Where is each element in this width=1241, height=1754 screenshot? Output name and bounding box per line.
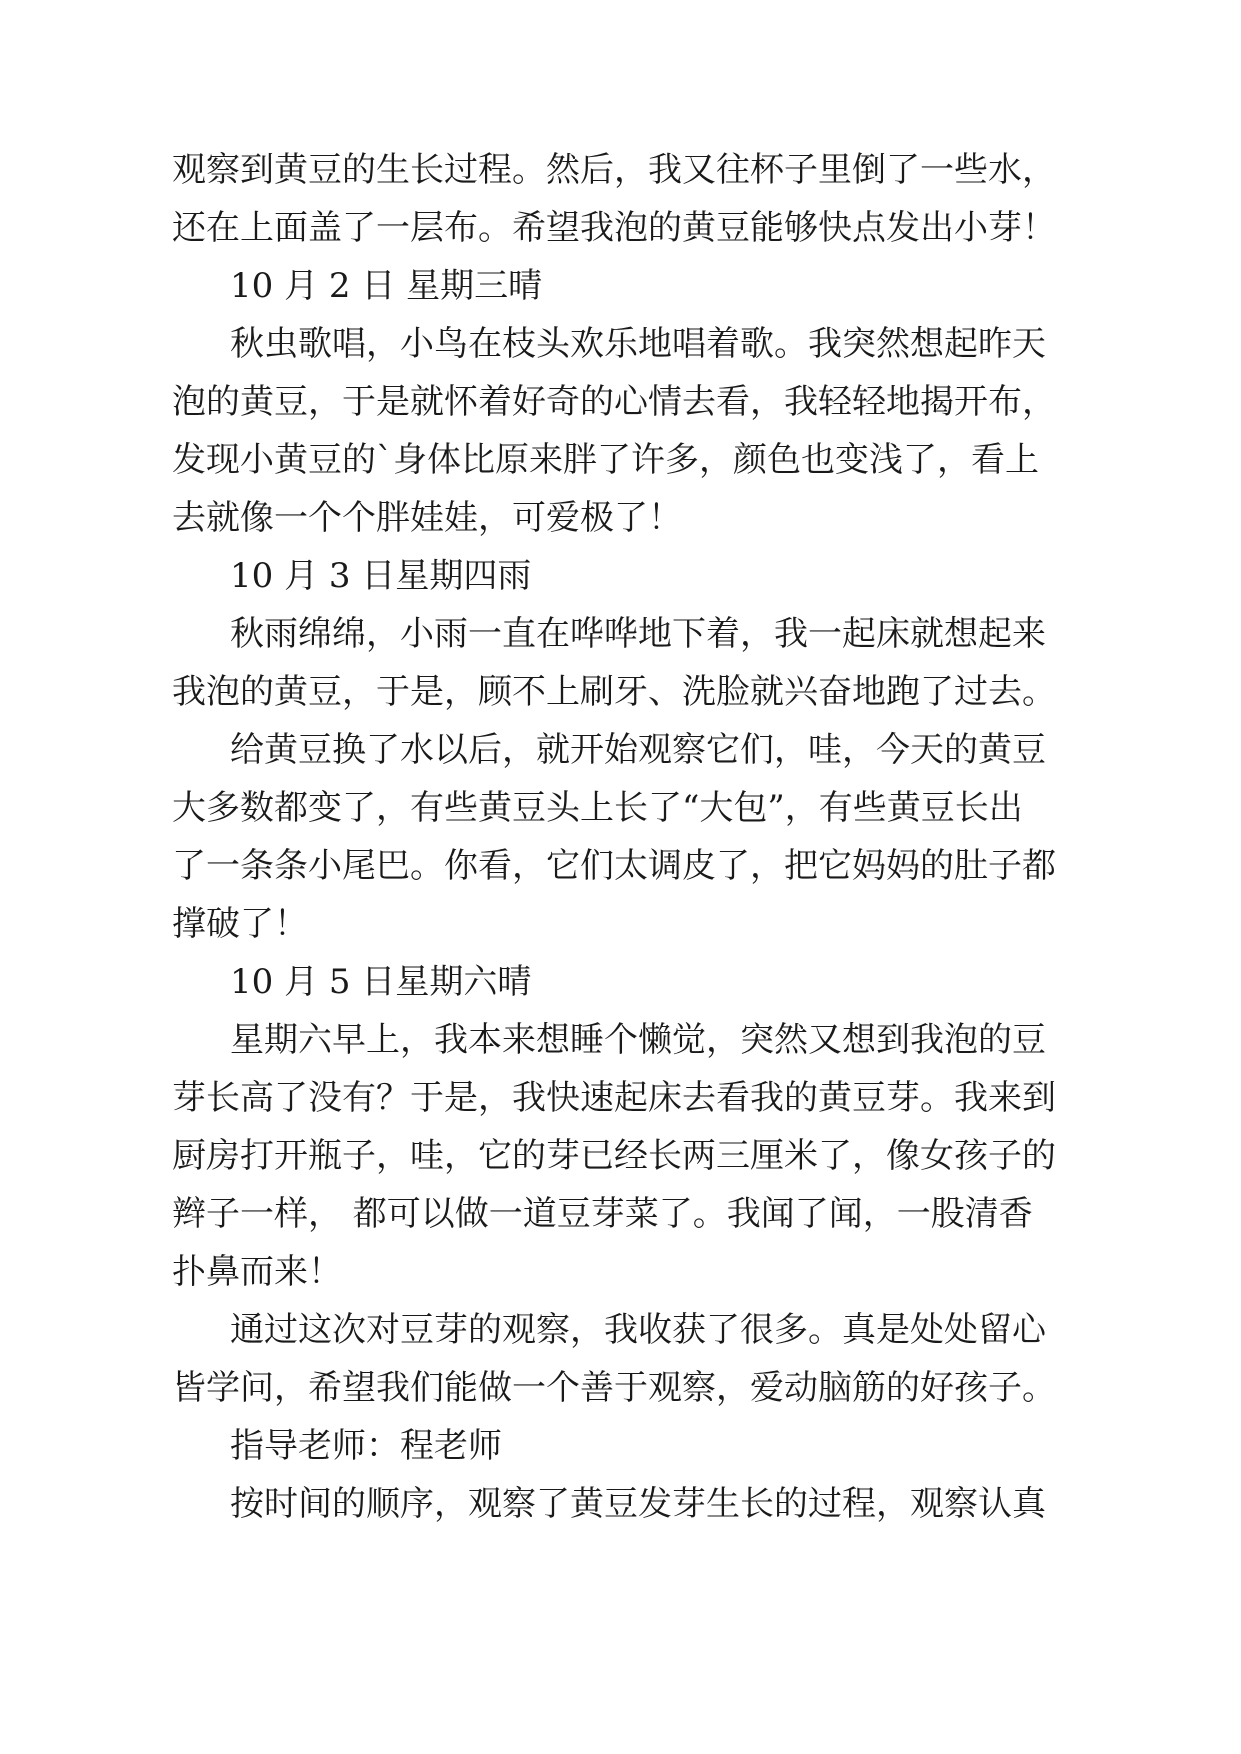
date-heading: 10 月 3 日星期四雨 [230,556,532,596]
text-line: 观察到黄豆的生长过程。然后，我又往杯子里倒了一些水， [172,150,1056,190]
text-line: 我泡的黄豆，于是，顾不上刷牙、洗脸就兴奋地跑了过去。 [172,672,1056,712]
text-line: 芽长高了没有？于是，我快速起床去看我的黄豆芽。我来到 [172,1078,1056,1118]
text-line: 按时间的顺序，观察了黄豆发芽生长的过程，观察认真 [230,1484,1046,1524]
date-heading: 10 月 5 日星期六晴 [230,962,532,1002]
text-line: 通过这次对豆芽的观察，我收获了很多。真是处处留心 [230,1310,1046,1350]
date-heading: 10 月 2 日 星期三晴 [230,266,543,306]
text-line: 了一条条小尾巴。你看，它们太调皮了，把它妈妈的肚子都 [172,846,1056,886]
text-line: 秋雨绵绵，小雨一直在哗哗地下着，我一起床就想起来 [230,614,1046,654]
text-line: 星期六早上，我本来想睡个懒觉，突然又想到我泡的豆 [230,1020,1046,1060]
text-line: 大多数都变了，有些黄豆头上长了“大包”，有些黄豆长出 [172,788,1023,828]
text-line: 秋虫歌唱，小鸟在枝头欢乐地唱着歌。我突然想起昨天 [230,324,1046,364]
text-line: 扑鼻而来！ [172,1252,342,1292]
text-line: 厨房打开瓶子，哇，它的芽已经长两三厘米了，像女孩子的 [172,1136,1056,1176]
text-line: 还在上面盖了一层布。希望我泡的黄豆能够快点发出小芽！ [172,208,1056,248]
text-line: 去就像一个个胖娃娃，可爱极了！ [172,498,682,538]
text-line: 泡的黄豆，于是就怀着好奇的心情去看，我轻轻地揭开布， [172,382,1056,422]
text-line: 皆学问，希望我们能做一个善于观察，爱动脑筋的好孩子。 [172,1368,1056,1408]
text-line: 辫子一样， 都可以做一道豆芽菜了。我闻了闻，一股清香 [172,1194,1033,1234]
text-line: 发现小黄豆的`身体比原来胖了许多，颜色也变浅了，看上 [172,440,1039,480]
text-line: 撑破了！ [172,904,308,944]
text-line: 给黄豆换了水以后，就开始观察它们，哇，今天的黄豆 [230,730,1046,770]
teacher-line: 指导老师：程老师 [230,1426,502,1466]
